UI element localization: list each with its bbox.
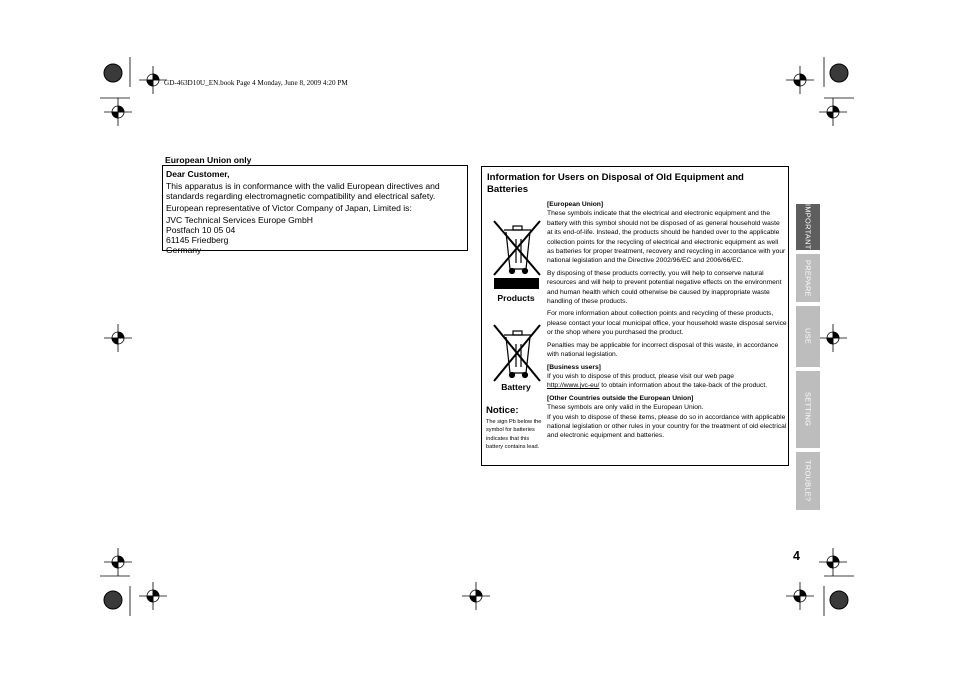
jvc-web-link[interactable]: http://www.jvc-eu/ [547,382,600,390]
eu-paragraph-3: For more information about collection points and recycling of these products, please contact your local municipal office, your household waste disposal service or the shop where you purchased the product. [547,310,787,337]
section-label-european-union-only: European Union only [165,155,252,165]
other-countries-heading: [Other Countries outside the European Union] [547,394,694,402]
registration-mark [139,66,167,94]
tab-important[interactable]: IMPORTANT [796,204,820,250]
section-tabs [796,204,820,514]
crossed-out-wheelie-bin-icon [488,323,546,385]
tab-trouble[interactable]: TROUBLE? [796,452,820,510]
registration-mark [786,582,814,610]
notice-representative-text: European representative of Victor Company of Japan, Limited is: [166,203,412,213]
registration-mark [104,548,132,576]
address-country: Germany [166,245,202,255]
crossed-out-wheelie-bin-icon [488,215,546,277]
color-target-disk [830,591,848,609]
business-text-post: to obtain information about the take-back of the product. [601,382,768,390]
tab-prepare[interactable]: PREPARE [796,254,820,302]
registration-mark [104,324,132,352]
print-header-line: GD-463D10U_EN.book Page 4 Monday, June 8, 2009 4:20 PM [164,79,348,87]
notice-body: The sign Pb below the symbol for batteries indicates that this battery contains lead. [486,419,542,450]
address-company: JVC Technical Services Europe GmbH [166,215,313,225]
notice-conformance-text: This apparatus is in conformance with the valid European directives and standards regarding electromagnetic compatibility and electrical safety. [166,181,440,201]
page-number: 4 [793,549,800,563]
notice-heading: Notice: [486,405,519,416]
eu-paragraph-2: By disposing of these products correctly, you will help to conserve natural resources and will help to prevent potential negative effects on the environment and human health which could otherwise be caused by inappropriate waste handling of these products. [547,269,782,306]
color-target-disk [104,591,122,609]
registration-mark [786,66,814,94]
products-label: Products [497,293,535,303]
registration-mark [139,582,167,610]
business-heading: [Business users] [547,363,601,371]
registration-mark [462,582,490,610]
battery-label: Battery [501,382,531,392]
conformity-notice-box [162,165,468,255]
business-paragraph [547,372,787,391]
disposal-title: Information for Users on Disposal of Old Equipment and Batteries [487,172,744,195]
separate-collection-bar [494,278,539,289]
disposal-text-column [547,200,787,441]
disposal-information-box [481,166,789,466]
eu-paragraph-1: These symbols indicate that the electrical and electronic equipment and the battery with this symbol should not be disposed of as general household waste at its end-of-life. Instead, the products should be handed over to the applicable collection points for the recycling of electrical and electronic equipment as well as batteries for proper treatment, recovery and recycling in accordance with your national legislation and the Directive 2002/96/EC and 2006/66/EC. [547,210,786,265]
eu-paragraph-4: Penalties may be applicable for incorrect disposal of this waste, in accordance with national legislation. [547,341,779,359]
color-target-disk [830,64,848,82]
tab-use[interactable]: USE [796,306,820,367]
address-postfach: Postfach 10 05 04 [166,225,236,235]
eu-heading: [European Union] [547,201,604,208]
other-countries-paragraph-1: These symbols are only valid in the European Union. [547,404,704,412]
registration-mark [104,98,132,126]
registration-mark [819,548,847,576]
address-city: 61145 Friedberg [166,235,229,245]
business-text-pre: If you wish to dispose of this product, please visit our web page [547,372,734,380]
color-target-disk [104,64,122,82]
registration-mark [819,324,847,352]
tab-setting[interactable]: SETTING [796,371,820,448]
registration-mark [819,98,847,126]
notice-salutation: Dear Customer, [166,169,230,179]
other-countries-paragraph-2: If you wish to dispose of these items, please do so in accordance with applicable national legislation or other rules in your country for the treatment of old electrical and electronic equipment and batteries. [547,413,787,440]
